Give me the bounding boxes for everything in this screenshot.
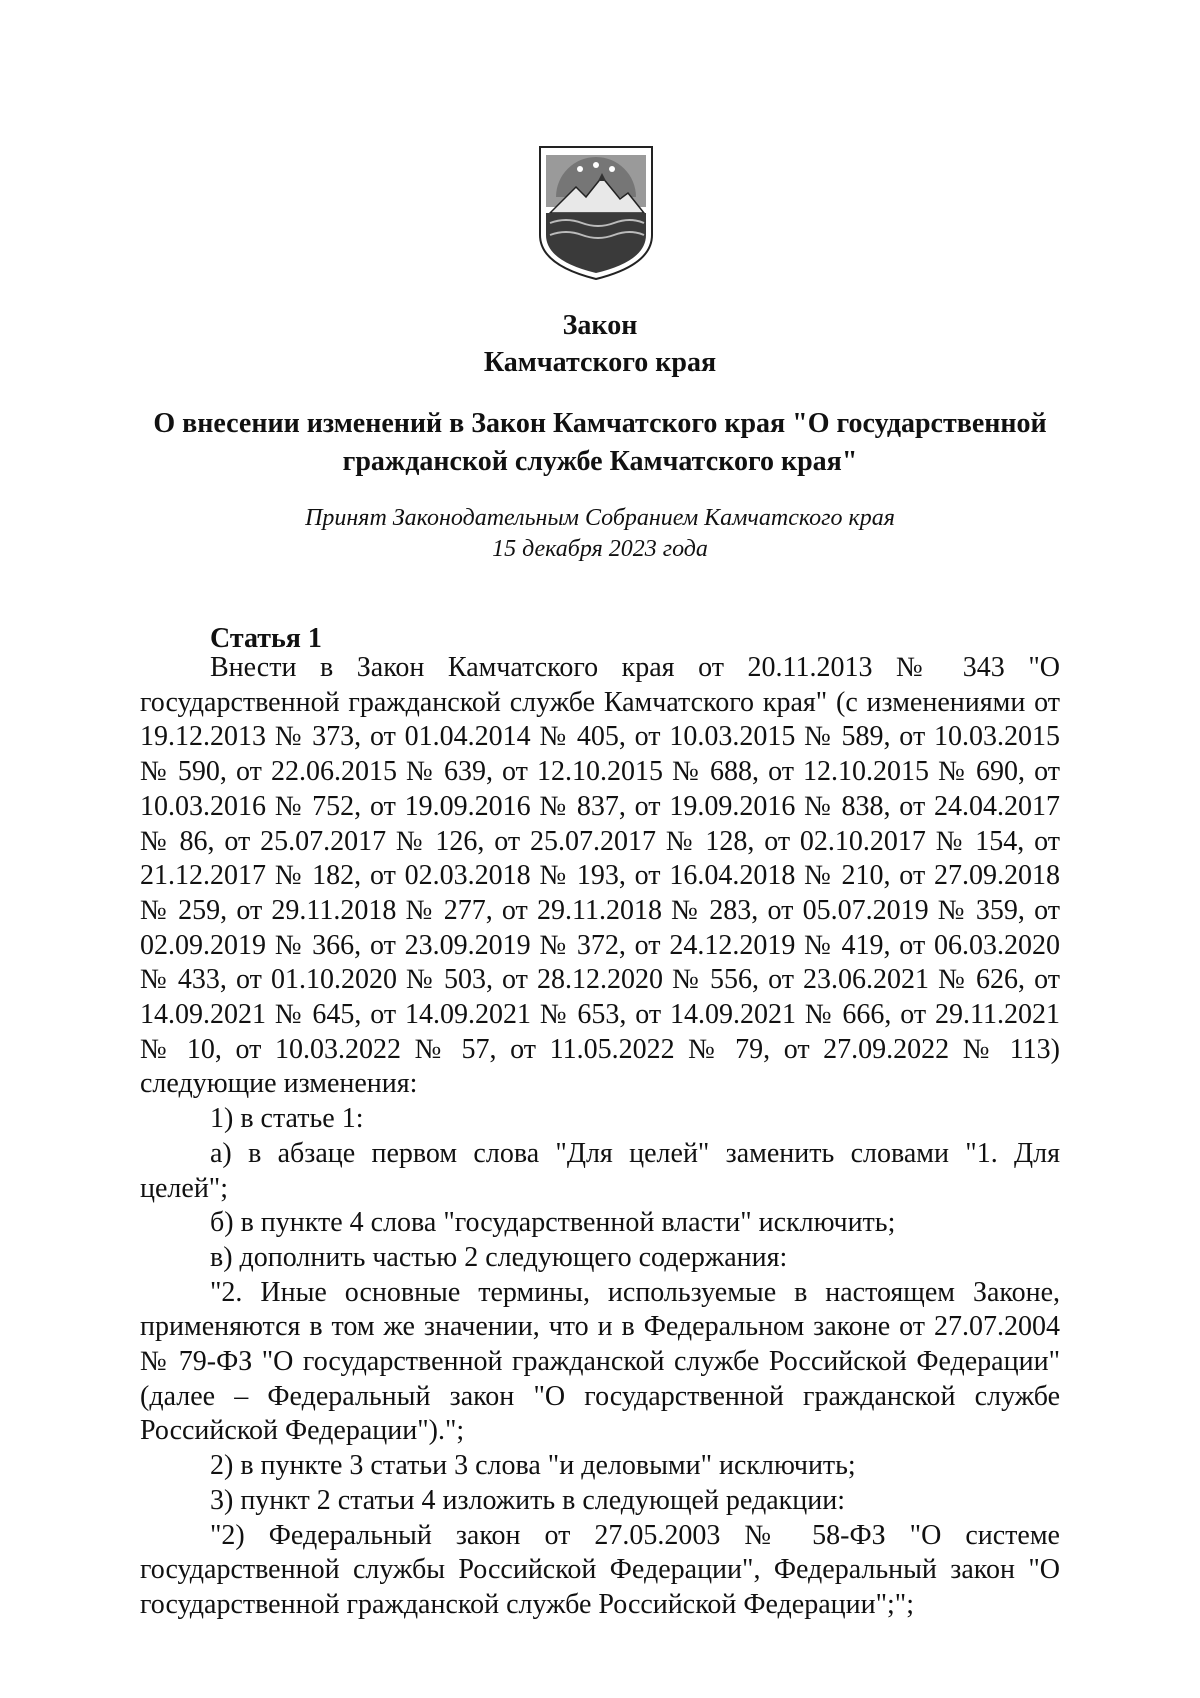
paragraph: в) дополнить частью 2 следующего содержания: xyxy=(210,1241,788,1273)
law-title-line1: Закон xyxy=(562,310,638,341)
law-title xyxy=(140,307,1060,381)
adoption-note xyxy=(140,503,1060,565)
paragraph: 3) пункт 2 статьи 4 изложить в следующей редакции: xyxy=(210,1484,846,1516)
paragraph: 1) в статье 1: xyxy=(210,1103,364,1135)
kamchatka-coat-of-arms-icon xyxy=(536,143,656,283)
law-subject-line2: гражданской службе Камчатского края" xyxy=(342,446,858,477)
paragraph: 2) в пункте 3 статьи 3 слова "и деловыми" исключить; xyxy=(210,1450,856,1482)
paragraph: "2) Федеральный закон от 27.05.2003 № 58-ФЗ "О системе государственной службы Российской Федерации", Федеральный закон "О государственной гражданской службе Российской Федерации";"; xyxy=(140,1519,1060,1620)
paragraph: а) в абзаце первом слова "Для целей" заменить словами "1. Для целей"; xyxy=(140,1137,1060,1204)
law-title-line2: Камчатского края xyxy=(483,347,717,378)
paragraph: "2. Иные основные термины, используемые в настоящем Законе, применяются в том же значении, что и в Федеральном законе от 27.07.2004 № 79-ФЗ "О государственной гражданской службе Российской Федерации" (далее – Федеральный закон "О государственной гражданской службе Российской Федерации")."; xyxy=(140,1276,1060,1447)
law-subject-line1: О внесении изменений в Закон Камчатского края "О государственной xyxy=(153,408,1047,439)
adoption-date: 15 декабря 2023 года xyxy=(492,536,708,562)
article-body xyxy=(140,651,1060,1623)
paragraph: б) в пункте 4 слова "государственной власти" исключить; xyxy=(210,1207,896,1239)
paragraph: Внести в Закон Камчатского края от 20.11.2013 № 343 "О государственной гражданской службе Камчатского края" (с изменениями от 19.12.2013 № 373, от 01.04.2014 № 405, от 10.03.2015 № 589, от 10.03.2015 № 590, от 22.06.2015 № 639, от 12.10.2015 № 688, от 12.10.2015 № 690, от 10.03.2016 № 752, от 19.09.2016 № 837, от 19.09.2016 № 838, от 24.04.2017 № 86, от 25.07.2017 № 126, от 25.07.2017 № 128, от 02.10.2017 № 154, от 21.12.2017 № 182, от 02.03.2018 № 193, от 16.04.2018 № 210, от 27.09.2018 № 259, от 29.11.2018 № 277, от 29.11.2018 № 283, от 05.07.2019 № 359, от 02.09.2019 № 366, от 23.09.2019 № 372, от 24.12.2019 № 419, от 06.03.2020 № 433, от 01.10.2020 № 503, от 28.12.2020 № 556, от 23.06.2021 № 626, от 14.09.2021 № 645, от 14.09.2021 № 653, от 14.09.2021 № 666, от 29.11.2021 № 10, от 10.03.2022 № 57, от 11.05.2022 № 79, от 27.09.2022 № 113) следующие изменения: xyxy=(140,652,1060,1100)
law-subject xyxy=(140,405,1060,481)
article-heading: Статья 1 xyxy=(210,623,322,654)
adoption-note-line1: Принят Законодательным Собранием Камчатского края xyxy=(305,505,895,531)
